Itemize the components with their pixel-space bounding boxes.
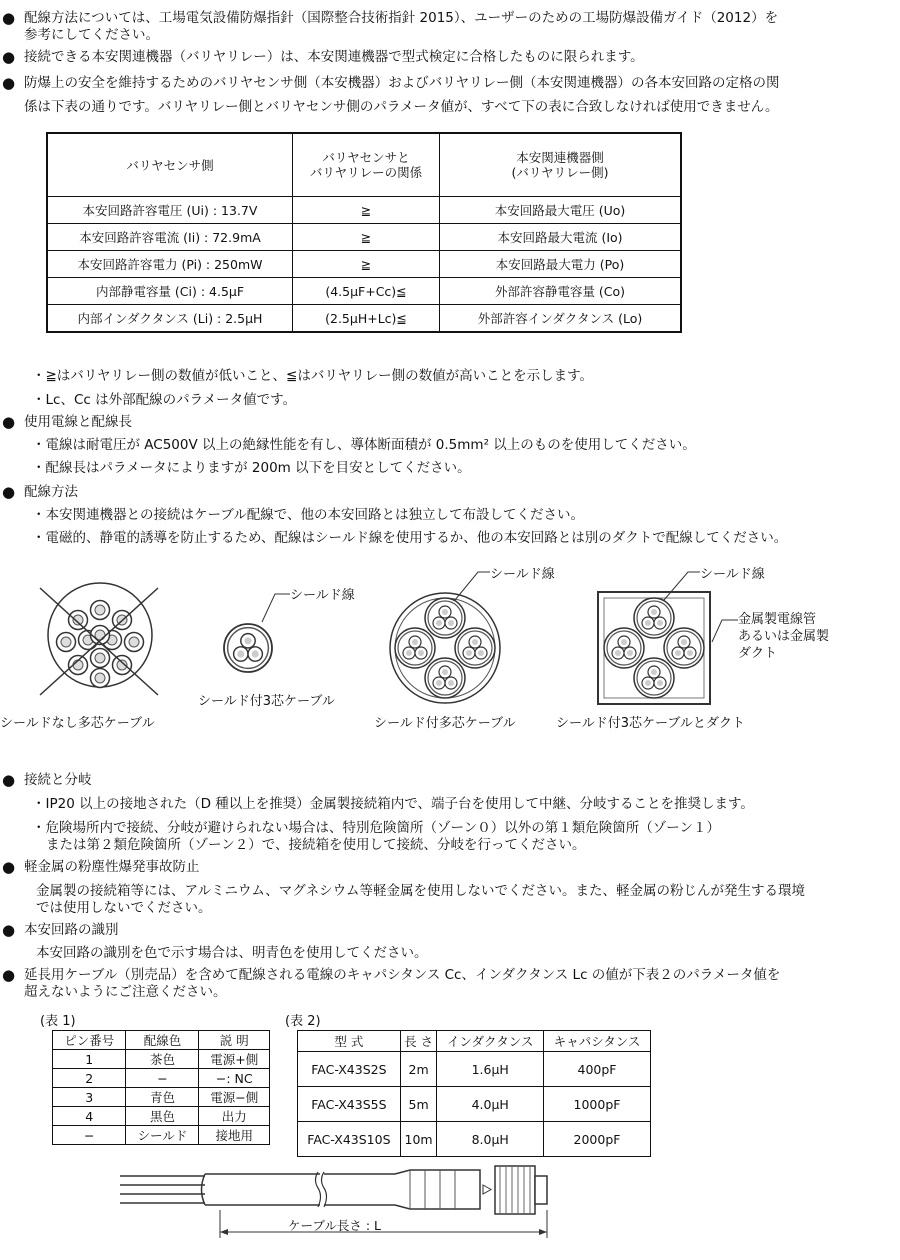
- bullet-icon: ●: [2, 9, 16, 27]
- table-row: [47, 251, 681, 278]
- caption-shielded-3core: シールド付3芯ケーブル: [198, 694, 335, 709]
- pin-header-number: ピン番号: [53, 1031, 126, 1050]
- param-cell: ≧: [293, 224, 440, 251]
- spec-cell: 10m: [400, 1122, 437, 1157]
- spec-header-length: 長 さ: [400, 1031, 437, 1052]
- ext-text-line2: 超えないようにご注意ください。: [24, 984, 227, 1000]
- spec-cell: 4.0μH: [437, 1087, 544, 1122]
- spec-cell: 1.6μH: [437, 1052, 544, 1087]
- spec-header-model: 型 式: [298, 1031, 401, 1052]
- unshielded-cable-icon: [40, 583, 158, 695]
- pin-cell: 青色: [126, 1088, 199, 1107]
- note-symbols: ・≧はバリヤリレー側の数値が低いこと、≦はバリヤリレー側の数値が高いことを示します。: [32, 368, 594, 384]
- table-row: [53, 1126, 270, 1145]
- table-row: [47, 197, 681, 224]
- table-row: [47, 224, 681, 251]
- pin-cell: 黒色: [126, 1107, 199, 1126]
- spec-cell: 2m: [400, 1052, 437, 1087]
- table-row: [53, 1088, 270, 1107]
- spec-cell: 1000pF: [544, 1087, 651, 1122]
- spec-cell: 8.0μH: [437, 1122, 544, 1157]
- spec-cell: FAC-X43S2S: [298, 1052, 401, 1087]
- duct-cable-icon: [598, 572, 738, 704]
- pin-cell: 4: [53, 1107, 126, 1126]
- bullet-icon: ●: [2, 483, 16, 501]
- param-cell: ≧: [293, 251, 440, 278]
- connect-heading: 接続と分岐: [24, 772, 92, 788]
- spec-cell: 400pF: [544, 1052, 651, 1087]
- table-row: [53, 1050, 270, 1069]
- duct-label-1: 金属製電線管: [738, 612, 817, 627]
- param-cell: 本安回路最大電流 (Io): [440, 224, 682, 251]
- method-item-1: ・本安関連機器との接続はケーブル配線で、他の本安回路とは独立して布設してください。: [32, 507, 585, 523]
- param-cell: 内部静電容量 (Ci) : 4.5μF: [47, 278, 293, 305]
- pin-header-color: 配線色: [126, 1031, 199, 1050]
- connect-item-2-line1: ・危険場所内で接続、分岐が避けられない場合は、特別危険箇所（ゾーン０）以外の第１類危険箇所（ゾーン１）: [32, 820, 720, 836]
- bullet-icon: ●: [2, 921, 16, 939]
- param-cell: 本安回路最大電圧 (Uo): [440, 197, 682, 224]
- param-cell: 外部許容静電容量 (Co): [440, 278, 682, 305]
- table-row: [298, 1087, 651, 1122]
- pin-cell: −: [126, 1069, 199, 1088]
- pin-cell: 電源−側: [199, 1088, 270, 1107]
- param-header-relay: 本安関連機器側 (バリヤリレー側): [440, 133, 682, 197]
- spec-cell: FAC-X43S5S: [298, 1087, 401, 1122]
- ident-heading: 本安回路の識別: [24, 922, 119, 938]
- bullet-icon: ●: [2, 858, 16, 876]
- param-cell: 内部インダクタンス (Li) : 2.5μH: [47, 305, 293, 333]
- param-cell: ≧: [293, 197, 440, 224]
- intro-p1-line1: 配線方法については、工場電気設備防爆指針（国際整合技術指針 2015）、ユーザーのための工場防爆設備ガイド（2012）を: [24, 10, 779, 26]
- intro-p3-line2: 係は下表の通りです。バリヤリレー側とバリヤセンサ側のパラメータ値が、すべて下の表に合致しなければ使用できません。: [24, 99, 779, 115]
- wire-heading: 使用電線と配線長: [24, 414, 132, 430]
- shield-label: シールド線: [290, 588, 355, 603]
- pin-cell: −: NC: [199, 1069, 270, 1088]
- pin-cell: 3: [53, 1088, 126, 1107]
- caption-unshielded: シールドなし多芯ケーブル: [0, 716, 155, 731]
- bullet-icon: ●: [2, 966, 16, 984]
- param-cell: (4.5μF+Cc)≦: [293, 278, 440, 305]
- caption-duct: シールド付3芯ケーブルとダクト: [556, 716, 745, 731]
- intro-p3-line1: 防爆上の安全を維持するためのバリヤセンサ側（本安機器）およびバリヤリレー側（本安関連機器）の各本安回路の定格の関: [24, 75, 780, 91]
- param-cell: (2.5μH+Lc)≦: [293, 305, 440, 333]
- ext-text-line1: 延長用ケーブル（別売品）を含めて配線される電線のキャパシタンス Cc、インダクタンス Lc の値が下表２のパラメータ値を: [24, 967, 781, 983]
- shielded-multicore-cable-icon: [390, 572, 500, 703]
- shield-label: シールド線: [700, 567, 765, 582]
- duct-label-3: ダクト: [738, 646, 778, 661]
- pin-cell: −: [53, 1126, 126, 1145]
- shield-label: シールド線: [490, 567, 555, 582]
- bullet-icon: ●: [2, 771, 16, 789]
- cable-spec-table: [297, 1030, 651, 1157]
- duct-label-2: あるいは金属製: [738, 629, 830, 644]
- note-lc-cc: ・Lc、Cc は外部配線のパラメータ値です。: [32, 392, 297, 408]
- bullet-icon: ●: [2, 74, 16, 92]
- ident-text: 本安回路の識別を色で示す場合は、明青色を使用してください。: [36, 945, 428, 961]
- param-cell: 本安回路許容電圧 (Ui) : 13.7V: [47, 197, 293, 224]
- pin-table: [52, 1030, 270, 1145]
- connect-item-2-line2: または第２類危険箇所（ゾーン２）で、接続箱を使用して接続、分岐を行ってください。: [46, 837, 586, 853]
- param-cell: 外部許容インダクタンス (Lo): [440, 305, 682, 333]
- method-item-2: ・電磁的、静電的誘導を防止するため、配線はシールド線を使用するか、他の本安回路とは別のダクトで配線してください。: [32, 530, 788, 546]
- pin-header-desc: 説 明: [199, 1031, 270, 1050]
- table-row: [47, 305, 681, 333]
- metal-text-line1: 金属製の接続箱等には、アルミニウム、マグネシウム等軽金属を使用しないでください。また、軽金属の粉じんが発生する環境: [36, 883, 805, 899]
- wire-item-1: ・電線は耐電圧が AC500V 以上の絶縁性能を有し、導体断面積が 0.5mm² 以上のものを使用してください。: [32, 437, 696, 453]
- param-header-relation: バリヤセンサと バリヤリレーの関係: [293, 133, 440, 197]
- intro-p1-line2: 参考にしてください。: [24, 27, 159, 43]
- table2-label: (表 2): [285, 1014, 321, 1029]
- spec-cell: 5m: [400, 1087, 437, 1122]
- table-row: [298, 1122, 651, 1157]
- param-header-sensor: バリヤセンサ側: [47, 133, 293, 197]
- extension-cable-icon: [110, 1160, 570, 1255]
- bullet-icon: ●: [2, 48, 16, 66]
- bullet-icon: ●: [2, 413, 16, 431]
- table-row: [53, 1107, 270, 1126]
- table-row: [47, 278, 681, 305]
- pin-cell: シールド: [126, 1126, 199, 1145]
- table-row: [53, 1069, 270, 1088]
- metal-heading: 軽金属の粉塵性爆発事故防止: [24, 859, 200, 875]
- param-cell: 本安回路最大電力 (Po): [440, 251, 682, 278]
- spec-cell: 2000pF: [544, 1122, 651, 1157]
- pin-cell: 接地用: [199, 1126, 270, 1145]
- table1-label: (表 1): [40, 1014, 76, 1029]
- connect-item-1: ・IP20 以上の接地された（D 種以上を推奨）金属製接続箱内で、端子台を使用して中継、分岐することを推奨します。: [32, 796, 754, 812]
- method-heading: 配線方法: [24, 484, 78, 500]
- caption-shielded-multicore: シールド付多芯ケーブル: [374, 716, 516, 731]
- table-row: [298, 1052, 651, 1087]
- shielded-3core-cable-icon: [224, 594, 290, 672]
- intro-p2: 接続できる本安関連機器（バリヤリレー）は、本安関連機器で型式検定に合格したものに限られます。: [24, 49, 644, 65]
- wire-item-2: ・配線長はパラメータによりますが 200m 以下を目安としてください。: [32, 460, 471, 476]
- pin-cell: 茶色: [126, 1050, 199, 1069]
- metal-text-line2: では使用しないでください。: [36, 900, 212, 916]
- param-cell: 本安回路許容電流 (Ii) : 72.9mA: [47, 224, 293, 251]
- param-cell: 本安回路許容電力 (Pi) : 250mW: [47, 251, 293, 278]
- cable-length-label: ケーブル長さ : L: [288, 1218, 381, 1233]
- parameter-table: [46, 132, 682, 333]
- pin-cell: 出力: [199, 1107, 270, 1126]
- spec-header-inductance: インダクタンス: [437, 1031, 544, 1052]
- spec-cell: FAC-X43S10S: [298, 1122, 401, 1157]
- spec-header-capacitance: キャパシタンス: [544, 1031, 651, 1052]
- pin-cell: 1: [53, 1050, 126, 1069]
- pin-cell: 2: [53, 1069, 126, 1088]
- pin-cell: 電源+側: [199, 1050, 270, 1069]
